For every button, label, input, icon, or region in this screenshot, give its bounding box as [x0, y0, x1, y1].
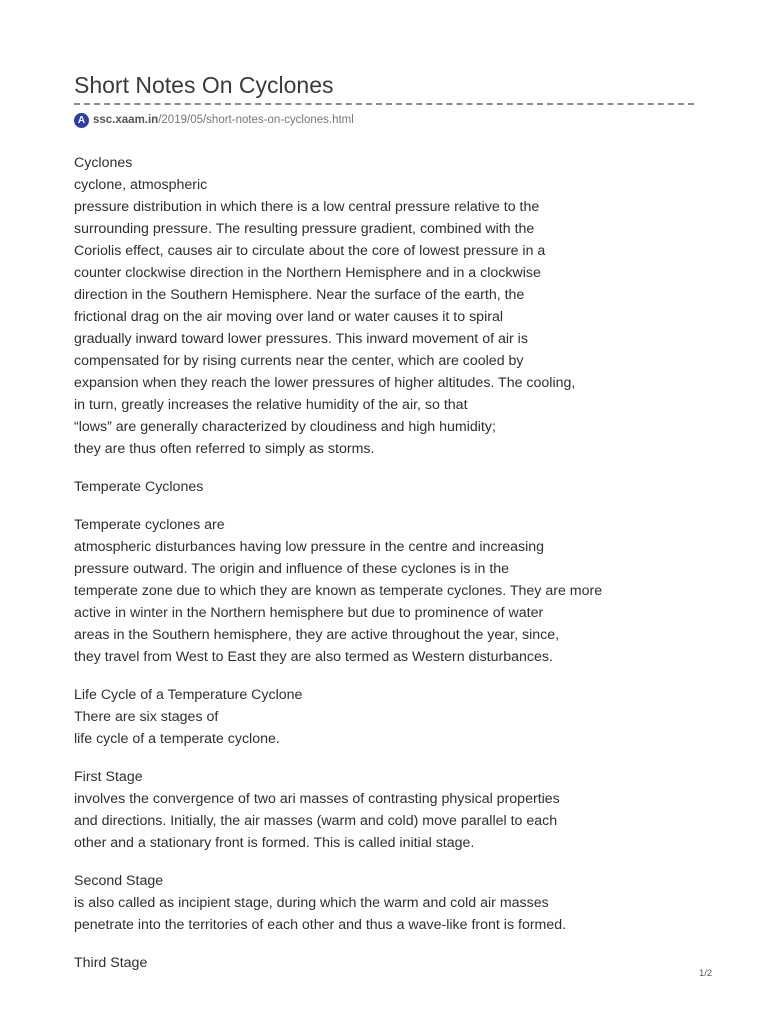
text-line: compensated for by rising currents near the center, which are cooled by	[74, 353, 524, 369]
source-domain[interactable]: ssc.xaam.in	[93, 114, 159, 126]
text-line: penetrate into the territories of each other and thus a wave-like front is formed.	[74, 917, 567, 933]
text-line: expansion when they reach the lower pressures of higher altitudes. The cooling,	[74, 375, 576, 391]
paragraph	[74, 476, 674, 498]
text-line: Cyclones	[74, 155, 133, 171]
paragraph	[74, 952, 674, 974]
paragraph	[74, 514, 674, 668]
text-line: areas in the Southern hemisphere, they are active throughout the year, since,	[74, 627, 560, 643]
text-line: life cycle of a temperate cyclone.	[74, 731, 280, 747]
text-line: pressure outward. The origin and influence of these cyclones is in the	[74, 561, 510, 577]
paragraph	[74, 152, 674, 460]
text-line: in turn, greatly increases the relative humidity of the air, so that	[74, 397, 468, 413]
text-line: gradually inward toward lower pressures. This inward movement of air is	[74, 331, 528, 347]
text-line: direction in the Southern Hemisphere. Near the surface of the earth, the	[74, 287, 525, 303]
text-line: and directions. Initially, the air masses (warm and cold) move parallel to each	[74, 813, 558, 829]
text-line: they travel from West to East they are also termed as Western disturbances.	[74, 649, 553, 665]
text-line: atmospheric disturbances having low pressure in the centre and increasing	[74, 539, 545, 555]
source-url[interactable]	[74, 112, 354, 128]
title-divider	[74, 103, 694, 105]
text-line: frictional drag on the air moving over land or water causes it to spiral	[74, 309, 503, 325]
text-line: pressure distribution in which there is a low central pressure relative to the	[74, 199, 540, 215]
text-line: they are thus often referred to simply as storms.	[74, 441, 375, 457]
page-title: Short Notes On Cyclones	[74, 72, 334, 98]
paragraph	[74, 766, 674, 854]
text-line: First Stage	[74, 769, 143, 785]
text-line: active in winter in the Northern hemisphere but due to prominence of water	[74, 605, 544, 621]
text-line: temperate zone due to which they are known as temperate cyclones. They are more	[74, 583, 603, 599]
text-line: Life Cycle of a Temperature Cyclone	[74, 687, 303, 703]
text-line: Coriolis effect, causes air to circulate about the core of lowest pressure in a	[74, 243, 546, 259]
text-line: is also called as incipient stage, during which the warm and cold air masses	[74, 895, 549, 911]
text-line: Second Stage	[74, 873, 164, 889]
paragraph	[74, 684, 674, 750]
source-path[interactable]: /2019/05/short-notes-on-cyclones.html	[158, 114, 354, 126]
text-line: counter clockwise direction in the Northern Hemisphere and in a clockwise	[74, 265, 541, 281]
text-line: other and a stationary front is formed. This is called initial stage.	[74, 835, 475, 851]
text-line: involves the convergence of two ari masses of contrasting physical properties	[74, 791, 560, 807]
text-line: surrounding pressure. The resulting pressure gradient, combined with the	[74, 221, 535, 237]
text-line: Temperate Cyclones	[74, 479, 204, 495]
text-line: “lows” are generally characterized by cloudiness and high humidity;	[74, 419, 496, 435]
page-number: 1/2	[699, 968, 713, 979]
text-line: Temperate cyclones are	[74, 517, 225, 533]
paragraph	[74, 870, 674, 936]
text-line: There are six stages of	[74, 709, 219, 725]
site-logo-icon: A	[74, 113, 89, 128]
text-line: cyclone, atmospheric	[74, 177, 208, 193]
text-line: Third Stage	[74, 955, 148, 971]
article-body	[74, 152, 674, 990]
